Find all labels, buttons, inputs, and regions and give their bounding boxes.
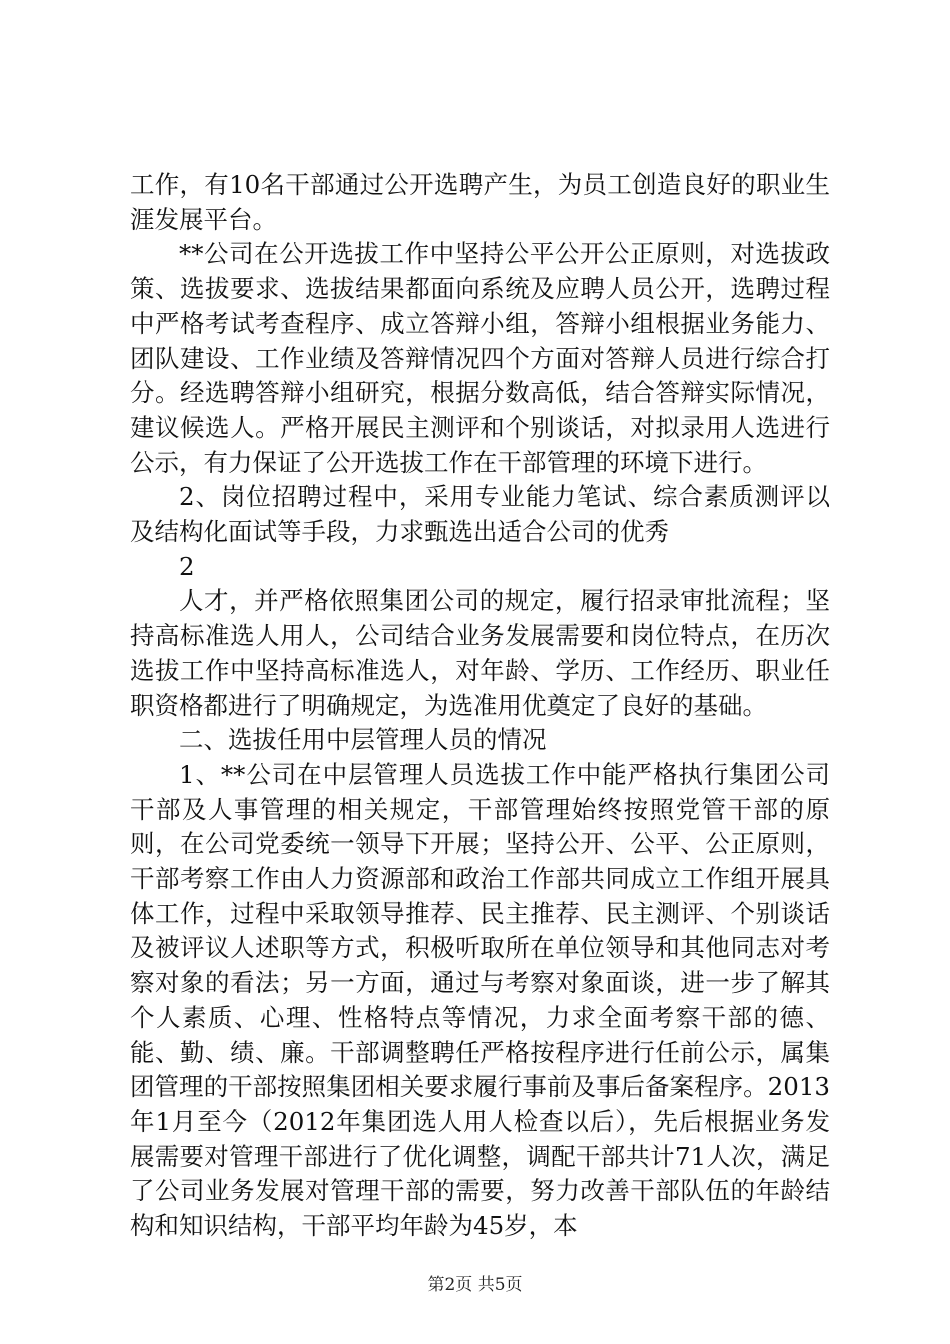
inline-page-number: 2 bbox=[179, 551, 195, 581]
document-body bbox=[130, 168, 830, 1244]
section-heading: 二、选拔任用中层管理人员的情况 bbox=[179, 725, 547, 755]
paragraph-2: **公司在公开选拔工作中坚持公平公开公正原则，对选拔政策、选拔要求、选拔结果都面向系统及应聘人员公开，选聘过程中严格考试考查程序、成立答辩小组，答辩小组根据业务能力、团队建设、工作业绩及答辩情况四个方面对答辩人员进行综合打分。经选聘答辩小组研究，根据分数高低，结合答辩实际情况，建议候选人。严格开展民主测评和个别谈话，对拟录用人选进行公示，有力保证了公开选拔工作在干部管理的环境下进行。 bbox=[130, 239, 830, 477]
paragraph-1: 工作，有10名干部通过公开选聘产生，为员工创造良好的职业生涯发展平台。 bbox=[130, 170, 830, 234]
paragraph-3: 2、岗位招聘过程中，采用专业能力笔试、综合素质测评以及结构化面试等手段，力求甄选出适合公司的优秀 bbox=[130, 482, 830, 547]
page-footer: 第2页 共5页 bbox=[427, 1275, 523, 1295]
paragraph-5: 1、**公司在中层管理人员选拔工作中能严格执行集团公司干部及人事管理的相关规定，干部管理始终按照党管干部的原则，在公司党委统一领导下开展；坚持公开、公平、公正原则，干部考察工作由人力资源部和政治工作部共同成立工作组开展具体工作，过程中采取领导推荐、民主推荐、民主测评、个别谈话及被评议人述职等方式，积极听取所在单位领导和其他同志对考察对象的看法；另一方面，通过与考察对象面谈，进一步了解其个人素质、心理、性格特点等情况，力求全面考察干部的德、能、勤、绩、廉。干部调整聘任严格按程序进行任前公示，属集团管理的干部按照集团相关要求履行事前及事后备案程序。2013年1月至今（2012年集团选人用人检查以后），先后根据业务发展需要对管理干部进行了优化调整，调配干部共计71人次，满足了公司业务发展对管理干部的需要，努力改善干部队伍的年龄结构和知识结构，干部平均年龄为45岁，本 bbox=[130, 759, 830, 1241]
paragraph-4: 人才，并严格依照集团公司的规定，履行招录审批流程；坚持高标准选人用人，公司结合业务发展需要和岗位特点，在历次选拔工作中坚持高标准选人，对年龄、学历、工作经历、职业任职资格都进行了明确规定，为选准用优奠定了良好的基础。 bbox=[130, 586, 830, 720]
